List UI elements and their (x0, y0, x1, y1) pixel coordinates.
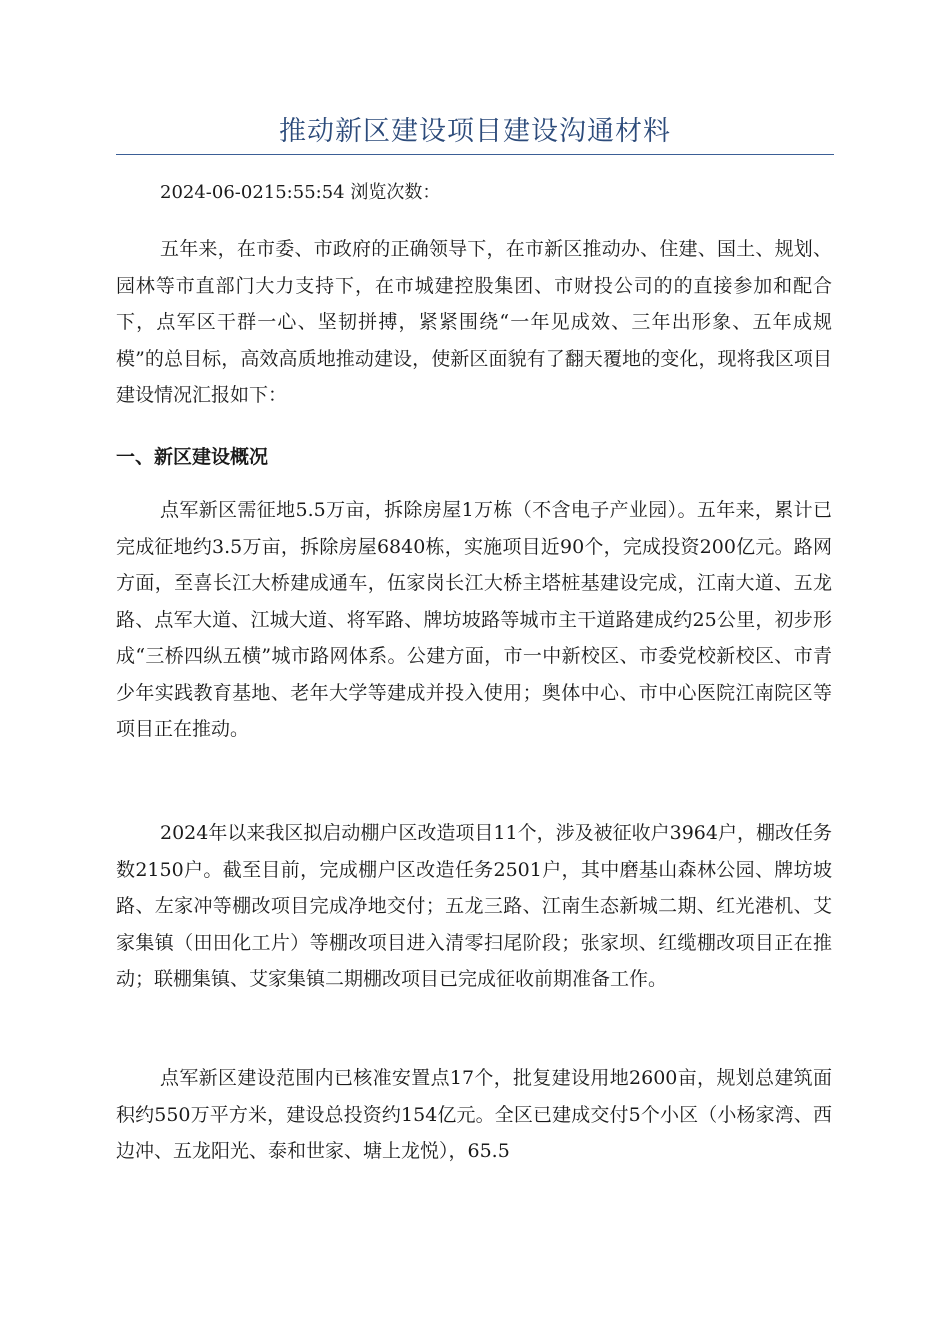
publish-meta: 2024-06-0215:55:54 浏览次数： (160, 182, 441, 203)
body-paragraph: 2024年以来我区拟启动棚户区改造项目11个，涉及被征收户3964户，棚改任务数2150户。截至目前，完成棚户区改造任务2501户，其中磨基山森林公园、牌坊坡路、左家冲等棚改项目完成净地交付；五龙三路、江南生态新城二期、红光港机、艾家集镇（田田化工片）等棚改项目进入清零扫尾阶段；张家坝、红缆棚改项目正在推动；联棚集镇、艾家集镇二期棚改项目已完成征收前期准备工作。 (116, 822, 832, 990)
resettlement-paragraph-block (116, 1060, 832, 1170)
section-heading: 一、新区建设概况 (116, 446, 269, 468)
body-paragraph: 点军新区需征地5.5万亩，拆除房屋1万栋（不含电子产业园）。五年来，累计已完成征地约3.5万亩，拆除房屋6840栋，实施项目近90个，完成投资200亿元。路网方面，至喜长江大桥建成通车，伍家岗长江大桥主塔桩基建设完成，江南大道、五龙路、点军大道、江城大道、将军路、牌坊坡路等城市主干道路建成约25公里，初步形成“三桥四纵五横”城市路网体系。公建方面，市一中新校区、市委党校新校区、市青少年实践教育基地、老年大学等建成并投入使用；奥体中心、市中心医院江南院区等项目正在推动。 (116, 499, 832, 740)
shantytown-paragraph-block (116, 815, 832, 998)
body-paragraph: 点军新区建设范围内已核准安置点17个，批复建设用地2600亩，规划总建筑面积约550万平方米，建设总投资约154亿元。全区已建成交付5个小区（小杨家湾、西边冲、五龙阳光、泰和世家、塘上龙悦），65.5 (116, 1067, 832, 1162)
overview-paragraph-block (116, 492, 832, 748)
section-heading-block (116, 442, 832, 472)
document-title: 推动新区建设项目建设沟通材料 (279, 116, 671, 147)
intro-paragraph: 五年来，在市委、市政府的正确领导下，在市新区推动办、住建、国土、规划、园林等市直部门大力支持下，在市城建控股集团、市财投公司的的直接参加和配合下，点军区干群一心、坚韧拼搏，紧紧围绕“一年见成效、三年出形象、五年成规模”的总目标，高效高质地推动建设，使新区面貌有了翻天覆地的变化，现将我区项目建设情况汇报如下： (116, 238, 832, 406)
title-underline (116, 154, 834, 155)
intro-section (116, 231, 832, 414)
